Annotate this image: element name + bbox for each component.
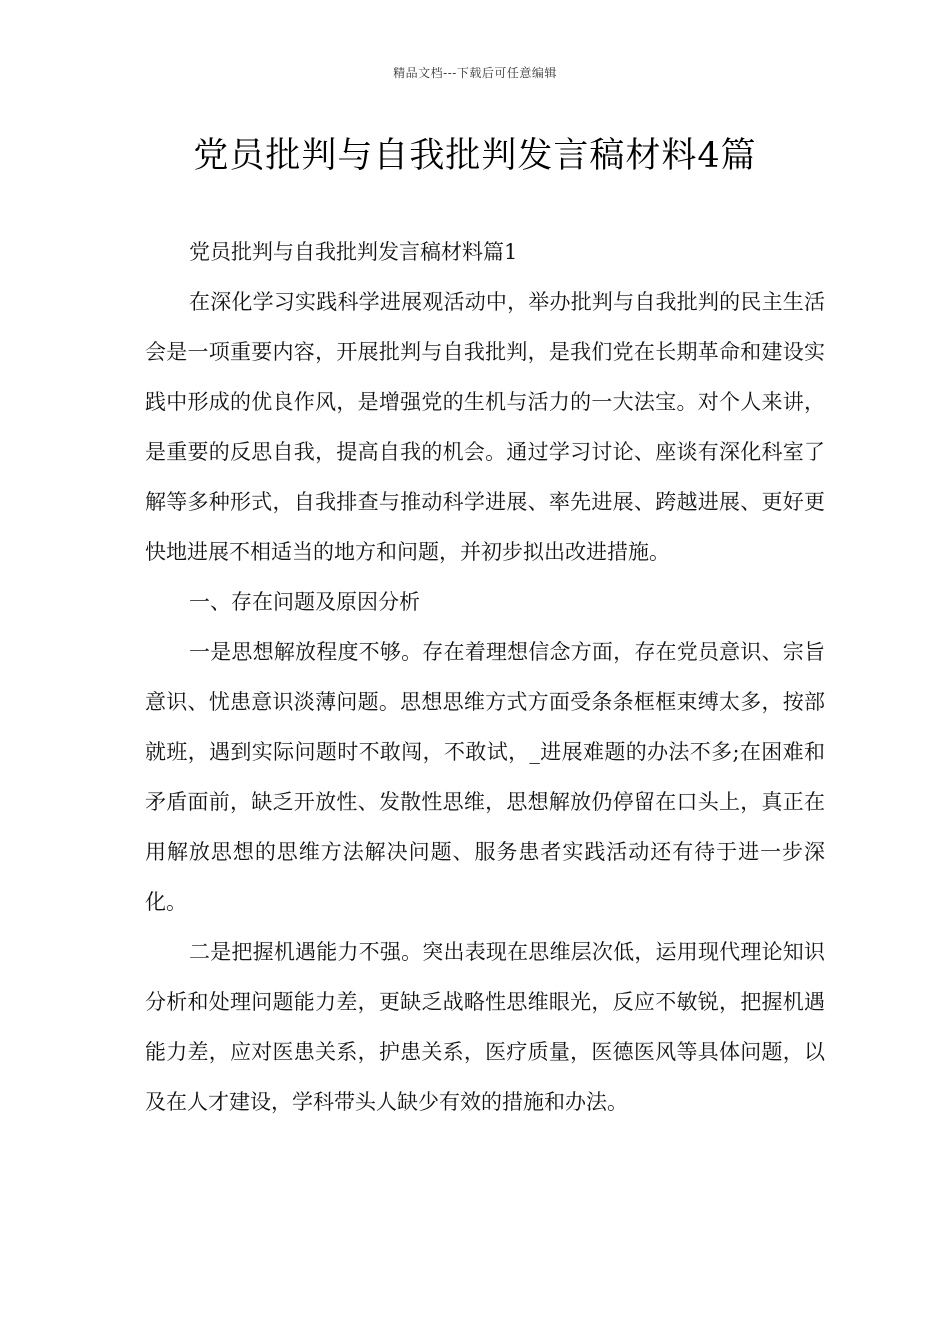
document-body [145, 227, 825, 1127]
header-note: 精品文档---下载后可任意编辑 [393, 66, 557, 80]
paragraph: 在深化学习实践科学进展观活动中，举办批判与自我批判的民主生活会是一项重要内容，开展批判与自我批判，是我们党在长期革命和建设实践中形成的优良作风，是增强党的生机与活力的一大法宝。对个人来讲，是重要的反思自我，提高自我的机会。通过学习讨论、座谈有深化科室了解等多种形式，自我排查与推动科学进展、率先进展、跨越进展、更好更快地进展不相适当的地方和问题，并初步拟出改进措施。 [145, 290, 825, 564]
paragraph: 二是把握机遇能力不强。突出表现在思维层次低，运用现代理论知识分析和处理问题能力差，更缺乏战略性思维眼光，反应不敏锐，把握机遇能力差，应对医患关系，护患关系，医疗质量，医德医风等具体问题，以及在人才建设，学科带头人缺少有效的措施和办法。 [145, 940, 825, 1114]
section-heading: 党员批判与自我批判发言稿材料篇1 [189, 240, 518, 264]
document-title: 党员批判与自我批判发言稿材料4篇 [193, 136, 757, 176]
paragraph: 一是思想解放程度不够。存在着理想信念方面，存在党员意识、宗旨意识、忧患意识淡薄问题。思想思维方式方面受条条框框束缚太多，按部就班，遇到实际问题时不敢闯，不敢试，_进展难题的办法不多;在困难和矛盾面前，缺乏开放性、发散性思维，思想解放仍停留在口头上，真正在用解放思想的思维方法解决问题、服务患者实践活动还有待于进一步深化。 [145, 640, 825, 914]
subsection-heading: 一、存在问题及原因分析 [189, 590, 420, 614]
